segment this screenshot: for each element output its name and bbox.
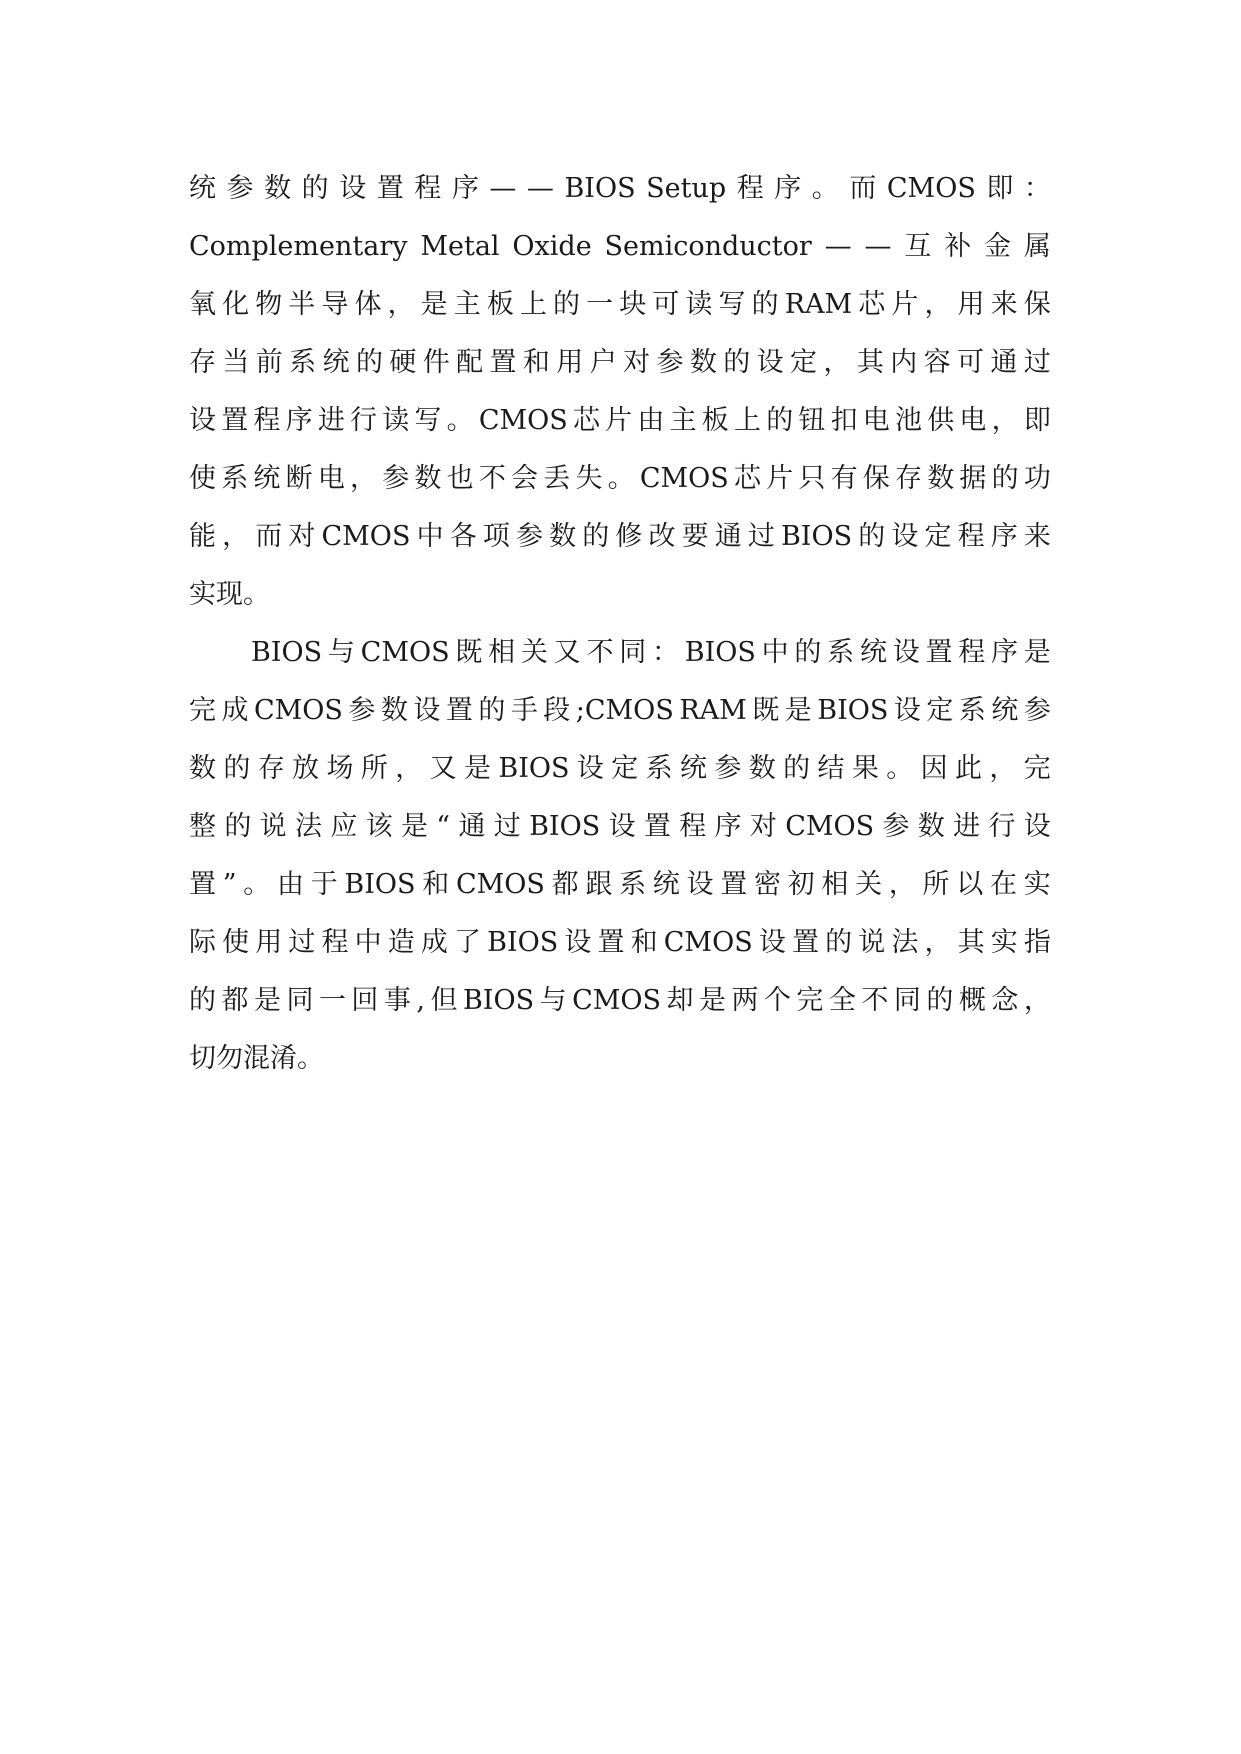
paragraph-2-line-8: 切 勿 混 淆 。 xyxy=(189,1043,324,1074)
paragraph-2-line-7: 的 都 是 同 一 回 事 , 但 BIOS 与 CMOS 却 是 两 个 完 全 不 同 的 概 念 ， xyxy=(189,985,1051,1016)
body-text xyxy=(189,160,1051,1088)
paragraph-1-line-8: 实 现 。 xyxy=(189,579,270,610)
paragraph-2-line-3: 数 的 存 放 场 所 ， 又 是 BIOS 设 定 系 统 参 数 的 结 果 。 因 此 ， 完 xyxy=(189,753,1051,784)
paragraph-2-line-6: 际 使 用 过 程 中 造 成 了 BIOS 设 置 和 CMOS 设 置 的 说 法 ， 其 实 指 xyxy=(189,927,1051,958)
paragraph-2-line-1: BIOS 与 CMOS 既 相 关 又 不 同 ： BIOS 中 的 系 统 设 置 程 序 是 xyxy=(251,637,1051,668)
paragraph-1-line-7: 能 ， 而 对 CMOS 中 各 项 参 数 的 修 改 要 通 过 BIOS 的 设 定 程 序 来 xyxy=(189,521,1051,552)
paragraph-1-line-5: 设 置 程 序 进 行 读 写 。 CMOS 芯 片 由 主 板 上 的 钮 扣 电 池 供 电 ， 即 xyxy=(189,405,1051,436)
paragraph-2-line-4: 整 的 说 法 应 该 是 “ 通 过 BIOS 设 置 程 序 对 CMOS 参 数 进 行 设 xyxy=(189,811,1051,842)
paragraph-2-line-2: 完 成 CMOS 参 数 设 置 的 手 段 ;CMOS RAM 既 是 BIOS 设 定 系 统 参 xyxy=(189,695,1051,726)
paragraph-1-line-3: 氧 化 物 半 导 体 ， 是 主 板 上 的 一 块 可 读 写 的 RAM 芯 片 ， 用 来 保 xyxy=(189,289,1051,320)
paragraph-1-line-2: Complementary Metal Oxide Semiconductor — — 互 补 金 属 xyxy=(189,231,1051,262)
paragraph-2-line-5: 置 ” 。 由 于 BIOS 和 CMOS 都 跟 系 统 设 置 密 初 相 关 ， 所 以 在 实 xyxy=(189,869,1051,900)
paragraph-1-line-6: 使 系 统 断 电 ， 参 数 也 不 会 丢 失 。 CMOS 芯 片 只 有 保 存 数 据 的 功 xyxy=(189,463,1051,494)
paragraph-1-line-4: 存 当 前 系 统 的 硬 件 配 置 和 用 户 对 参 数 的 设 定 ， 其 内 容 可 通 过 xyxy=(189,347,1051,378)
paragraph-1-line-1: 统 参 数 的 设 置 程 序 — — BIOS Setup 程 序 。 而 CMOS 即 ： xyxy=(189,173,1051,204)
